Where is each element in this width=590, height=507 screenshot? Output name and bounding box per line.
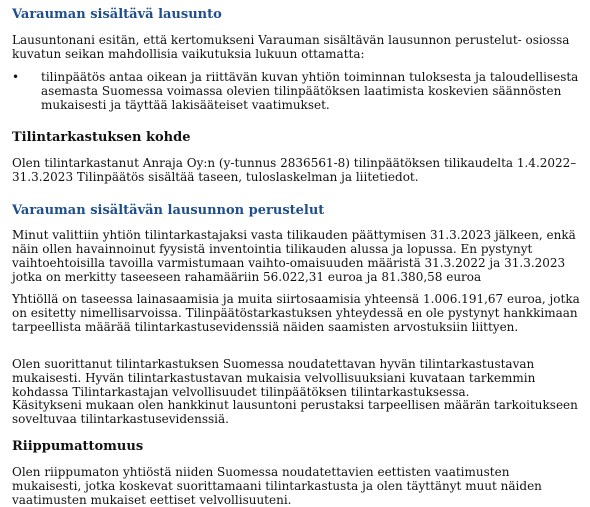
paragraph-audit-conduct: Olen suorittanut tilintarkastuksen Suomessa noudatettavan hyvän tilintarkastustavan mukaisesti. Hyvän tilintarkastustavan mukaisia velvollisuuksiani kuvataan tarkemmin kohdassa Tilintarkastajan velvollisuudet tilinpäätöksen tilintarkastuksessa. [12, 357, 536, 399]
paragraph-basis-inventory: Minut valittiin yhtiön tilintarkastajaksi vasta tilikauden päättymisen 31.3.2023 jälkeen, enkä näin ollen havainnoinut fyysistä inventointia tilikauden alussa ja lopussa. En pystynyt vaihtoehtoisilla tavoilla varmistumaan vaihto-omaisuuden määristä 31.3.2022 ja 31.3.2023 jotka on merkitty taseeseen rahamääriin 56.022,31 euroa ja 81.380,58 euroa [12, 228, 576, 284]
section-heading-independence: Riippumattomuus [12, 439, 144, 454]
section-heading-qualified-opinion: Varauman sisältävä lausunto [12, 7, 222, 22]
paragraph-independence: Olen riippumaton yhtiöstä niiden Suomessa noudatettavien eettisten vaatimusten mukaisesti, jotka koskevat suorittamaani tilintarkastusta ja olen täyttänyt muut näiden vaatimusten mukaiset eettiset velvollisuuteni. [12, 465, 542, 507]
bullet-text: tilinpäätös antaa oikean ja riittävän kuvan yhtiön toiminnan tuloksesta ja taloudellisesta asemasta Suomessa voimassa olevien tilinpäätöksen laatimista koskevien säännösten mukaisesti ja täyttää lakisääteiset vaatimukset. [41, 70, 579, 112]
paragraph-audit-evidence: Käsitykseni mukaan olen hankkinut lausuntoni perustaksi tarpeellisen määrän tarkoitukseen soveltuvaa tilintarkastusevidenssiä. [12, 398, 578, 426]
bullet-list-item [12, 70, 580, 112]
paragraph-audit-object: Olen tilintarkastanut Anraja Oy:n (y-tunnus 2836561-8) tilinpäätöksen tilikaudelta 1.4.2022–31.3.2023 Tilinpäätös sisältää taseen, tuloslaskelman ja liitetiedot. [12, 156, 577, 184]
bullet-marker: • [12, 70, 20, 84]
section-heading-basis-for-qualified-opinion: Varauman sisältävän lausunnon perustelut [12, 203, 325, 218]
paragraph-basis-receivables: Yhtiöllä on taseessa lainasaamisia ja muita siirtosaamisia yhteensä 1.006.191,67 euroa, jotka on esitetty nimellisarvoissa. Tilinpäätöstarkastuksen yhteydessä en ole pystynyt hankkimaan tarpeellista määrää tilintarkastusevidenssiä näiden saamisten arvostuksiin liittyen. [12, 292, 580, 334]
paragraph-qualified-opinion-intro: Lausuntonani esitän, että kertomukseni Varauman sisältävän lausunnon perustelut- osiossa kuvatun seikan mahdollisia vaikutuksia lukuun ottamatta: [12, 33, 570, 61]
section-heading-audit-object: Tilintarkastuksen kohde [12, 130, 191, 145]
